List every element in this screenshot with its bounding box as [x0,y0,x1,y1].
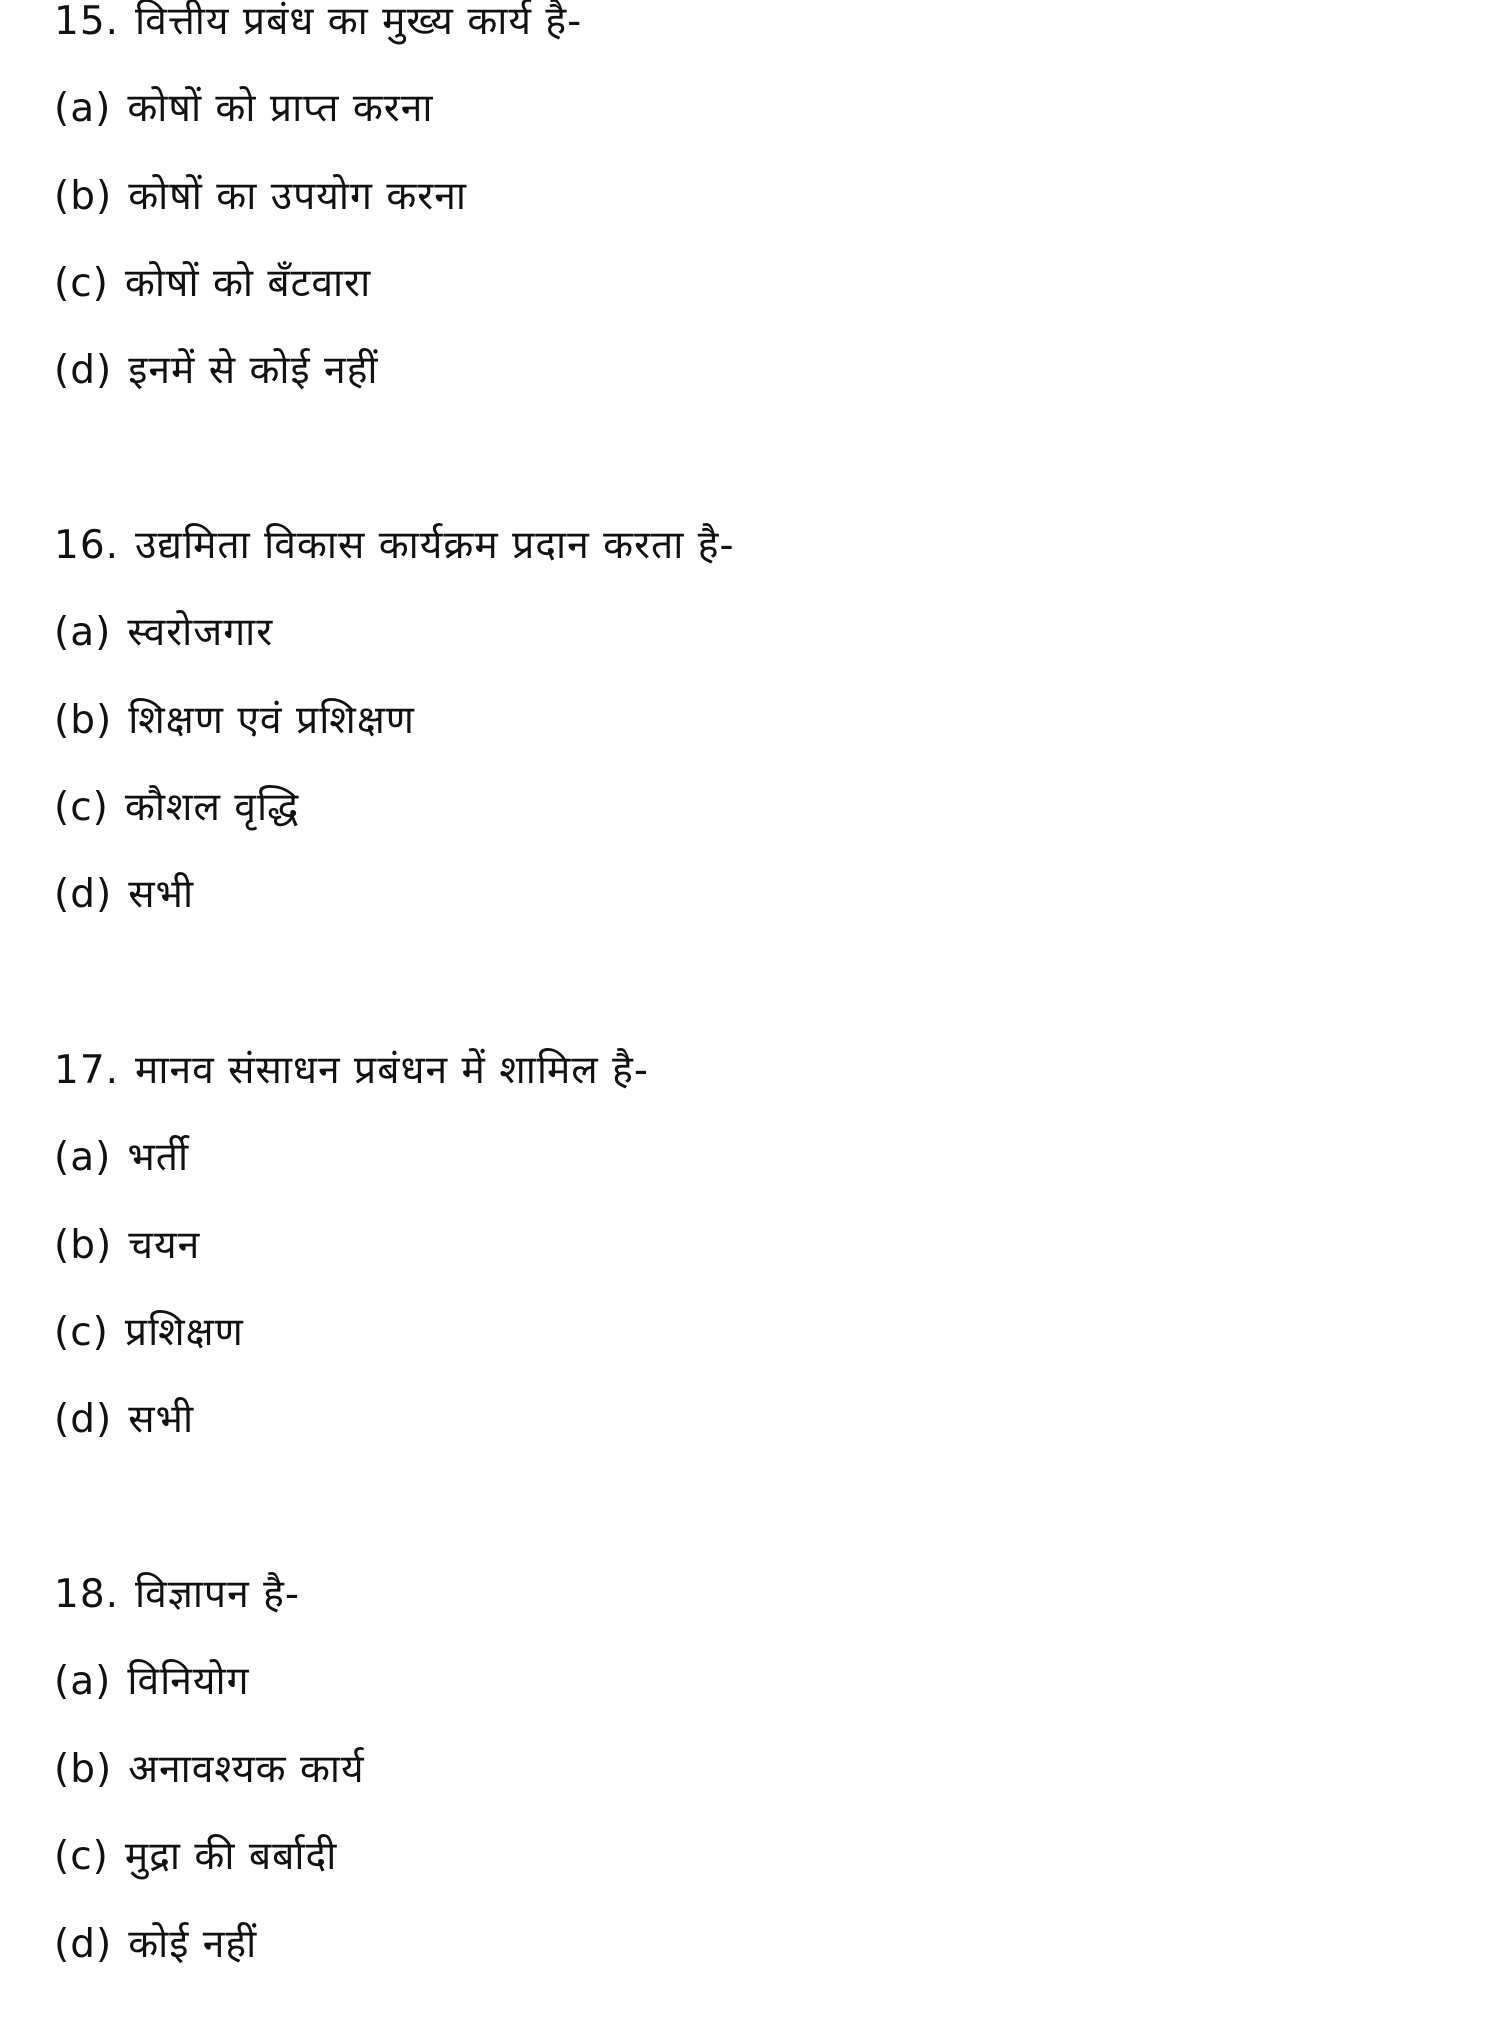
question-15 [54,0,582,50]
option-text: शिक्षण एवं प्रशिक्षण [128,698,415,743]
option-label: (b) [54,1223,113,1268]
question-17 [54,1043,649,1099]
question-text: वित्तीय प्रबंध का मुख्य कार्य है- [135,0,583,44]
option-text: विनियोग [127,1659,250,1704]
option-text: स्वरोजगार [127,610,274,655]
option-b [54,693,415,749]
option-label: (b) [54,1747,113,1792]
option-b [54,1742,365,1798]
question-16 [54,518,735,574]
option-label: (c) [54,785,109,830]
question-number: 18. [54,1572,120,1617]
option-text: भर्ती [127,1135,190,1180]
option-label: (a) [54,86,112,131]
option-text: कोषों का उपयोग करना [128,174,467,219]
option-label: (d) [54,1397,113,1442]
option-a [54,605,273,661]
option-label: (c) [54,1310,109,1355]
question-text: मानव संसाधन प्रबंधन में शामिल है- [135,1048,649,1093]
option-b [54,169,467,225]
option-text: सभी [128,1397,195,1442]
option-text: कौशल वृद्धि [124,785,300,830]
option-label: (d) [54,1922,113,1967]
option-text: सभी [128,872,195,917]
option-d [54,343,379,399]
question-number: 17. [54,1048,120,1093]
option-text: चयन [128,1223,201,1268]
option-label: (d) [54,348,113,393]
option-a [54,1654,250,1710]
option-a [54,81,433,137]
option-label: (a) [54,1659,112,1704]
option-d [54,1917,257,1973]
option-label: (a) [54,610,112,655]
option-d [54,1392,194,1448]
option-label: (c) [54,1834,109,1879]
option-c [54,780,299,836]
option-c [54,1829,337,1885]
option-label: (b) [54,698,113,743]
option-text: कोई नहीं [128,1922,258,1967]
question-text: विज्ञापन है- [135,1572,300,1617]
option-text: अनावश्यक कार्य [128,1747,365,1792]
option-a [54,1130,189,1186]
question-text: उद्यमिता विकास कार्यक्रम प्रदान करता है- [135,523,735,568]
option-d [54,867,194,923]
option-c [54,256,371,312]
question-18 [54,1567,300,1623]
option-label: (a) [54,1135,112,1180]
option-label: (d) [54,872,113,917]
option-label: (b) [54,174,113,219]
option-text: इनमें से कोई नहीं [128,348,379,393]
option-text: कोषों को प्राप्त करना [127,86,434,131]
option-text: प्रशिक्षण [124,1310,244,1355]
option-text: मुद्रा की बर्बादी [124,1834,338,1879]
option-b [54,1218,200,1274]
question-number: 15. [54,0,120,44]
option-label: (c) [54,261,109,306]
question-number: 16. [54,523,120,568]
option-text: कोषों को बँटवारा [124,261,372,306]
option-c [54,1305,244,1361]
